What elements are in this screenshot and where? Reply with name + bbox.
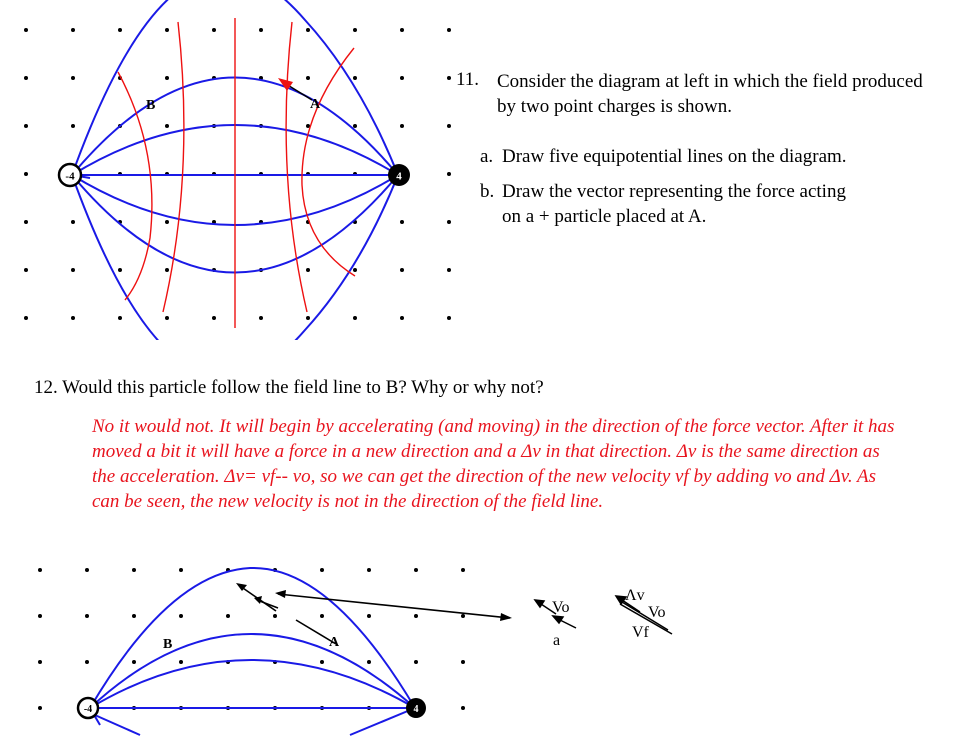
part-b-text-continued: on a + particle placed at A. <box>502 206 707 227</box>
field-line <box>90 634 415 708</box>
grid-dot <box>85 568 89 572</box>
grid-dot <box>212 28 216 32</box>
grid-dot <box>165 220 169 224</box>
grid-dot <box>24 220 28 224</box>
grid-dot <box>447 268 451 272</box>
grid-dot <box>461 660 465 664</box>
grid-dot <box>367 568 371 572</box>
part-b-label: b. <box>480 181 495 202</box>
negative-charge <box>78 698 98 718</box>
grid-dot <box>179 568 183 572</box>
field-line <box>350 708 415 735</box>
grid-dot <box>71 316 75 320</box>
grid-dot <box>320 660 324 664</box>
grid-dot <box>38 614 42 618</box>
grid-dot <box>367 660 371 664</box>
vf-label: Vf <box>632 624 649 641</box>
field-lines <box>88 568 415 735</box>
grid-dot <box>306 316 310 320</box>
grid-dot <box>400 124 404 128</box>
grid-dot <box>165 28 169 32</box>
grid-dot <box>71 268 75 272</box>
point-a-label: A <box>329 635 340 650</box>
grid-dot <box>447 76 451 80</box>
grid-dot <box>353 316 357 320</box>
grid-dot <box>353 268 357 272</box>
grid-dot <box>71 124 75 128</box>
question-11-number: 11. <box>456 69 480 90</box>
grid-dot <box>226 614 230 618</box>
grid-dot <box>85 660 89 664</box>
grid-dot <box>306 268 310 272</box>
question-12-answer: No it would not. It will begin by accelerating (and moving) in the direction of the force vector. After it has moved a bit it will have a force in a new direction and a Δv in that direction. Δv is the same direction as the acceleration. Δv= vf-- vo, so we can get the direction of the new velocity vf by adding vo and Δv. As can be seen, the new velocity is not in the direction of the field line. <box>92 416 895 512</box>
field-line <box>90 660 415 708</box>
grid-dot <box>306 76 310 80</box>
grid-dot <box>24 124 28 128</box>
arrow-heads <box>236 583 512 621</box>
grid-dot <box>447 316 451 320</box>
grid-dot <box>414 568 418 572</box>
grid-dot <box>165 124 169 128</box>
grid-dot <box>306 28 310 32</box>
grid-dot <box>71 220 75 224</box>
grid-dot <box>414 614 418 618</box>
grid-dot <box>132 568 136 572</box>
grid-dot <box>259 316 263 320</box>
question-11-text: Consider the diagram at left in which the field produced by two point charges is shown. <box>497 71 923 117</box>
vo-label-1: Vo <box>552 599 570 616</box>
equipotential-line <box>302 48 355 276</box>
grid-dot <box>179 660 183 664</box>
grid-dot <box>259 28 263 32</box>
grid-dot <box>461 614 465 618</box>
grid-dot <box>38 568 42 572</box>
svg-text:-4: -4 <box>83 704 93 715</box>
grid-dot <box>24 316 28 320</box>
svg-text:4: 4 <box>396 170 402 183</box>
field-diagram-1 <box>0 0 470 340</box>
point-b-label: B <box>163 637 173 652</box>
grid-dot <box>118 316 122 320</box>
grid-dot <box>165 76 169 80</box>
grid-dot <box>38 706 42 710</box>
grid-dot <box>400 316 404 320</box>
negative-charge <box>59 164 81 186</box>
grid-dot <box>353 124 357 128</box>
force-vector-arrow <box>278 78 312 100</box>
positive-charge <box>406 698 426 718</box>
grid-dot <box>132 660 136 664</box>
grid-dot <box>447 172 451 176</box>
grid-dot <box>400 268 404 272</box>
svg-text:-4: -4 <box>65 170 75 183</box>
grid-dot <box>461 568 465 572</box>
dv-label: Λv <box>625 587 645 604</box>
grid-dot <box>447 124 451 128</box>
question-12-text: 12. Would this particle follow the field line to B? Why or why not? <box>34 377 544 398</box>
grid-dot <box>212 316 216 320</box>
grid-dot <box>71 76 75 80</box>
question-11-part-b <box>480 179 940 229</box>
grid-dot <box>447 220 451 224</box>
grid-dot <box>320 614 324 618</box>
grid-dot <box>353 28 357 32</box>
grid-dot <box>414 660 418 664</box>
field-line <box>90 568 415 708</box>
grid-dot <box>24 172 28 176</box>
long-double-arrow <box>278 594 510 618</box>
equipotential-line <box>286 22 307 312</box>
a-label: a <box>553 632 561 649</box>
part-a-label: a. <box>480 146 494 167</box>
part-b-text: Draw the vector representing the force acting <box>502 181 846 202</box>
grid-dot <box>118 28 122 32</box>
grid-dot <box>24 28 28 32</box>
equipotential-lines <box>118 18 355 328</box>
svg-text:4: 4 <box>413 704 419 715</box>
grid-dot <box>85 614 89 618</box>
positive-charge <box>388 164 410 186</box>
grid-dot <box>179 614 183 618</box>
grid-dot <box>320 568 324 572</box>
grid-dot <box>165 268 169 272</box>
field-diagram-2 <box>0 550 700 750</box>
grid-dot <box>461 706 465 710</box>
grid-dot <box>273 614 277 618</box>
question-11-part-a <box>480 144 940 169</box>
grid-dot <box>447 28 451 32</box>
grid-dot <box>24 268 28 272</box>
vo-label-2: Vo <box>648 604 666 621</box>
point-b-label: B <box>146 98 156 113</box>
grid-dot <box>165 316 169 320</box>
grid-dot <box>24 76 28 80</box>
part-a-text: Draw five equipotential lines on the diagram. <box>502 146 847 167</box>
grid-dot <box>353 76 357 80</box>
grid-dot <box>71 28 75 32</box>
grid-dot <box>400 76 404 80</box>
point-a-label: A <box>310 97 321 112</box>
grid-dot <box>400 28 404 32</box>
grid-dot <box>132 614 136 618</box>
grid-dot <box>367 614 371 618</box>
grid-dot <box>38 660 42 664</box>
grid-dot <box>118 268 122 272</box>
grid-dot <box>400 220 404 224</box>
